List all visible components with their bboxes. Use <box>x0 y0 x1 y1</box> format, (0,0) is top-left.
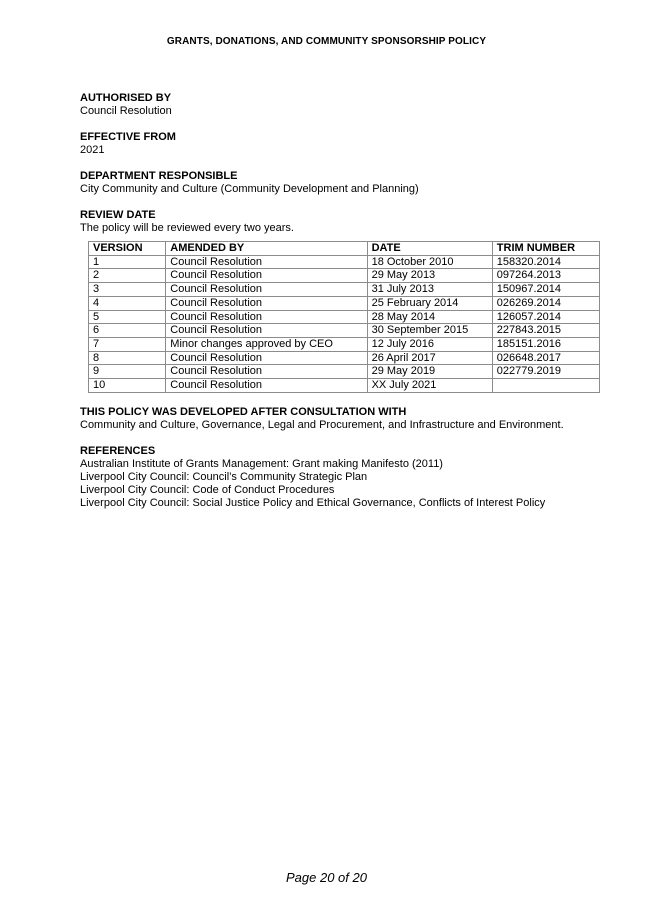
cell-amended-by: Council Resolution <box>166 283 367 297</box>
review-heading: REVIEW DATE <box>80 209 156 221</box>
cell-version: 5 <box>89 310 166 324</box>
reference-item: Australian Institute of Grants Management: Grant making Manifesto (2011) <box>80 457 443 470</box>
authorised-section <box>80 92 575 118</box>
references-heading: REFERENCES <box>80 444 156 457</box>
cell-date: XX July 2021 <box>367 379 492 393</box>
review-section <box>80 209 575 235</box>
column-header-amended-by: AMENDED BY <box>166 242 367 256</box>
cell-date: 26 April 2017 <box>367 351 492 365</box>
version-table-body <box>89 255 600 392</box>
cell-version: 2 <box>89 269 166 283</box>
table-row <box>89 283 600 297</box>
table-row <box>89 324 600 338</box>
department-value: City Community and Culture (Community Development and Planning) <box>80 183 419 195</box>
cell-trim-number: 158320.2014 <box>492 255 599 269</box>
cell-trim-number: 097264.2013 <box>492 269 599 283</box>
page-number: Page 20 of 20 <box>286 870 367 885</box>
cell-version: 9 <box>89 365 166 379</box>
consultation-section <box>80 406 575 432</box>
column-header-version: VERSION <box>89 242 166 256</box>
cell-trim-number <box>492 379 599 393</box>
cell-date: 29 May 2019 <box>367 365 492 379</box>
effective-section <box>80 131 575 157</box>
column-header-trim-number: TRIM NUMBER <box>492 242 599 256</box>
cell-version: 10 <box>89 379 166 393</box>
cell-trim-number: 026648.2017 <box>492 351 599 365</box>
table-row <box>89 379 600 393</box>
cell-amended-by: Council Resolution <box>166 296 367 310</box>
reference-item: Liverpool City Council: Code of Conduct Procedures <box>80 483 335 496</box>
cell-trim-number: 126057.2014 <box>492 310 599 324</box>
cell-date: 18 October 2010 <box>367 255 492 269</box>
effective-heading: EFFECTIVE FROM <box>80 131 176 143</box>
department-heading: DEPARTMENT RESPONSIBLE <box>80 170 238 182</box>
cell-amended-by: Minor changes approved by CEO <box>166 337 367 351</box>
effective-value: 2021 <box>80 144 105 156</box>
cell-date: 28 May 2014 <box>367 310 492 324</box>
cell-trim-number: 185151.2016 <box>492 337 599 351</box>
table-row <box>89 337 600 351</box>
cell-version: 1 <box>89 255 166 269</box>
cell-version: 7 <box>89 337 166 351</box>
cell-version: 8 <box>89 351 166 365</box>
table-header-row <box>89 242 600 256</box>
department-section <box>80 170 575 196</box>
cell-amended-by: Council Resolution <box>166 379 367 393</box>
table-row <box>89 269 600 283</box>
column-header-date: DATE <box>367 242 492 256</box>
cell-date: 29 May 2013 <box>367 269 492 283</box>
cell-trim-number: 227843.2015 <box>492 324 599 338</box>
reference-item: Liverpool City Council: Council’s Community Strategic Plan <box>80 470 368 483</box>
policy-content <box>80 92 575 523</box>
cell-trim-number: 150967.2014 <box>492 283 599 297</box>
review-value: The policy will be reviewed every two years. <box>80 222 294 234</box>
cell-amended-by: Council Resolution <box>166 269 367 283</box>
cell-amended-by: Council Resolution <box>166 324 367 338</box>
table-row <box>89 310 600 324</box>
consultation-heading: THIS POLICY WAS DEVELOPED AFTER CONSULTATION WITH <box>80 405 407 418</box>
cell-amended-by: Council Resolution <box>166 351 367 365</box>
authorised-value: Council Resolution <box>80 105 172 117</box>
table-row <box>89 296 600 310</box>
table-row <box>89 365 600 379</box>
cell-date: 12 July 2016 <box>367 337 492 351</box>
cell-date: 25 February 2014 <box>367 296 492 310</box>
cell-trim-number: 026269.2014 <box>492 296 599 310</box>
consultation-value: Community and Culture, Governance, Legal and Procurement, and Infrastructure and Environment. <box>80 418 564 431</box>
table-row <box>89 255 600 269</box>
cell-amended-by: Council Resolution <box>166 310 367 324</box>
cell-version: 3 <box>89 283 166 297</box>
cell-amended-by: Council Resolution <box>166 255 367 269</box>
authorised-heading: AUTHORISED BY <box>80 92 172 104</box>
table-row <box>89 351 600 365</box>
cell-amended-by: Council Resolution <box>166 365 367 379</box>
cell-version: 6 <box>89 324 166 338</box>
cell-version: 4 <box>89 296 166 310</box>
version-history-table <box>88 241 600 393</box>
cell-date: 31 July 2013 <box>367 283 492 297</box>
reference-item: Liverpool City Council: Social Justice Policy and Ethical Governance, Conflicts of Interest Policy <box>80 496 546 509</box>
cell-trim-number: 022779.2019 <box>492 365 599 379</box>
page-header-title: GRANTS, DONATIONS, AND COMMUNITY SPONSORSHIP POLICY <box>166 36 487 47</box>
cell-date: 30 September 2015 <box>367 324 492 338</box>
references-section <box>80 445 575 510</box>
